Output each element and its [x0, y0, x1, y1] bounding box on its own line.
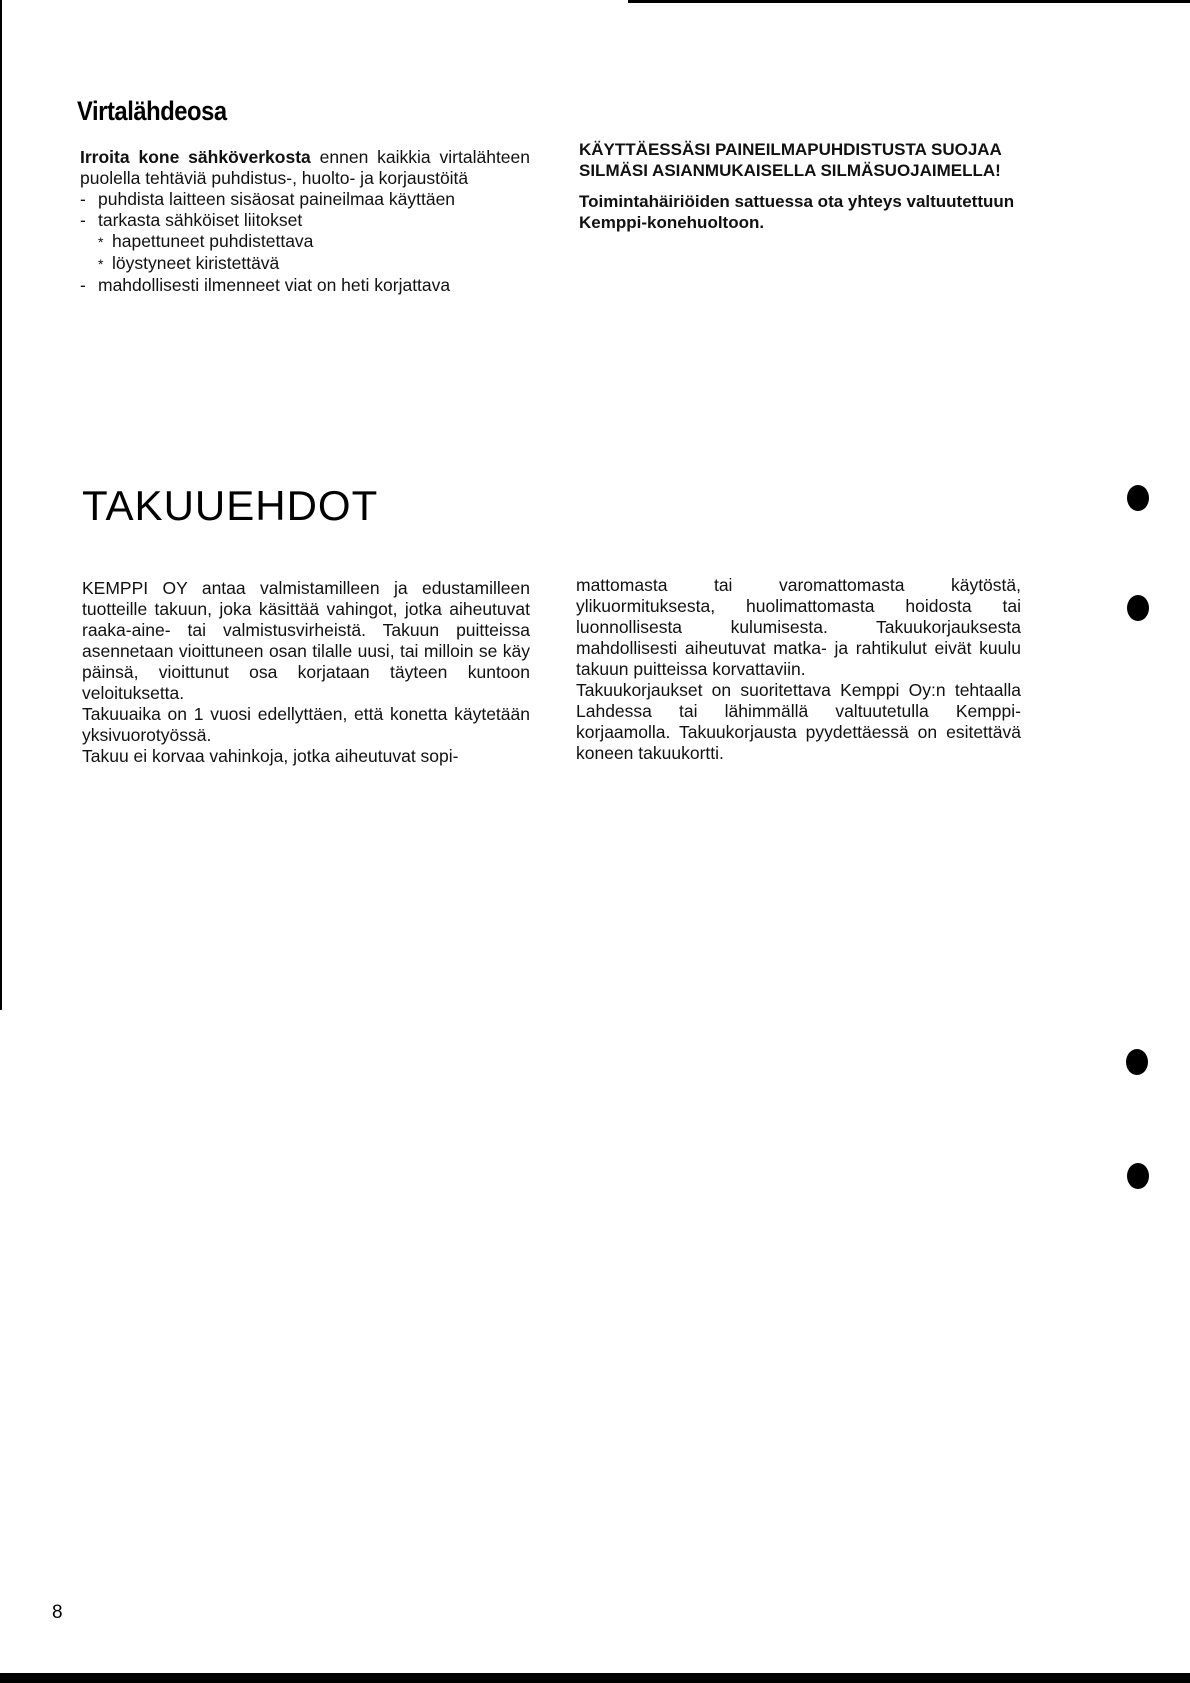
punch-hole — [1126, 1049, 1148, 1075]
star-marker: * — [98, 234, 104, 250]
safety-warning: KÄYTTÄESSÄSI PAINEILMAPUHDISTUSTA SUOJAA SILMÄSI ASIANMUKAISELLA SILMÄSUOJAIMELLA! — [579, 140, 1002, 180]
lead-rest-text: ennen kaikkia virtalähteen puolella tehtäviä puhdistus-, huolto- ja korjaustöitä — [80, 147, 531, 188]
top-border-rule — [628, 0, 1190, 3]
warranty-paragraph: Takuukorjaukset on suoritettava Kemppi Oy:n tehtaalla Lahdessa tai lähimmällä valtuutetulla Kemppi-korjaamolla. Takuukorjausta pyydettäessä on esitettävä koneen takuukortti. — [576, 680, 1021, 763]
punch-hole — [1127, 1163, 1149, 1189]
list-item-text: puhdista laitteen sisäosat paineilmaa käyttäen — [98, 189, 456, 209]
power-section-instructions — [80, 147, 530, 296]
warranty-heading: TAKUUEHDOT — [82, 482, 379, 529]
warranty-paragraph: mattomasta tai varomattomasta käytöstä, ylikuormituksesta, huolimattomasta hoidosta tai luonnollisesta kulumisesta. Takuukorjauksesta mahdollisesti aiheutuvat matka- ja rahtikulut eivät kuulu takuun puitteissa korvattaviin. — [576, 575, 1021, 679]
list-item — [80, 210, 530, 231]
power-section-heading: Virtalähdeosa — [77, 96, 227, 126]
list-item-text: mahdollisesti ilmenneet viat on heti korjattava — [98, 275, 451, 295]
list-item — [80, 189, 530, 210]
left-edge-rule — [0, 0, 2, 1010]
bottom-border-rule — [0, 1673, 1190, 1683]
warranty-right-column — [576, 575, 1021, 764]
maintenance-list — [80, 189, 530, 296]
lead-bold-text: Irroita kone sähköverkosta — [80, 147, 311, 167]
service-note: Toimintahäiriöiden sattuessa ota yhteys valtuutettuun Kemppi-konehuoltoon. — [579, 192, 1015, 232]
sub-list-item-text: hapettuneet puhdistettava — [112, 231, 314, 251]
list-item-text: tarkasta sähköiset liitokset — [98, 210, 303, 230]
warranty-paragraph: KEMPPI OY antaa valmistamilleen ja edustamilleen tuotteille takuun, joka käsittää vahingot, jotka aiheutuvat raaka-aine- tai valmistusvirheistä. Takuun puitteissa asennetaan vioittuneen osan tilalle uusi, tai milloin se käy päinsä, vioittunut osa korjataan täyteen kuntoon veloituksetta. — [82, 578, 530, 703]
power-section-lead — [80, 147, 530, 189]
sub-list-item — [80, 253, 530, 275]
star-marker: * — [98, 256, 104, 272]
warranty-left-column — [82, 578, 530, 767]
sub-list-item-text: löystyneet kiristettävä — [112, 253, 280, 273]
page-number: 8 — [52, 1602, 63, 1623]
dash-marker: - — [80, 275, 86, 295]
punch-hole — [1127, 485, 1149, 511]
safety-notes — [579, 139, 1019, 243]
warranty-paragraph: Takuu ei korvaa vahinkoja, jotka aiheutuvat sopi- — [82, 746, 459, 766]
punch-hole — [1127, 595, 1149, 621]
dash-marker: - — [80, 210, 86, 230]
dash-marker: - — [80, 189, 86, 209]
list-item — [80, 275, 530, 296]
warranty-paragraph: Takuuaika on 1 vuosi edellyttäen, että konetta käytetään yksivuorotyössä. — [82, 704, 530, 745]
sub-list-item — [80, 231, 530, 253]
